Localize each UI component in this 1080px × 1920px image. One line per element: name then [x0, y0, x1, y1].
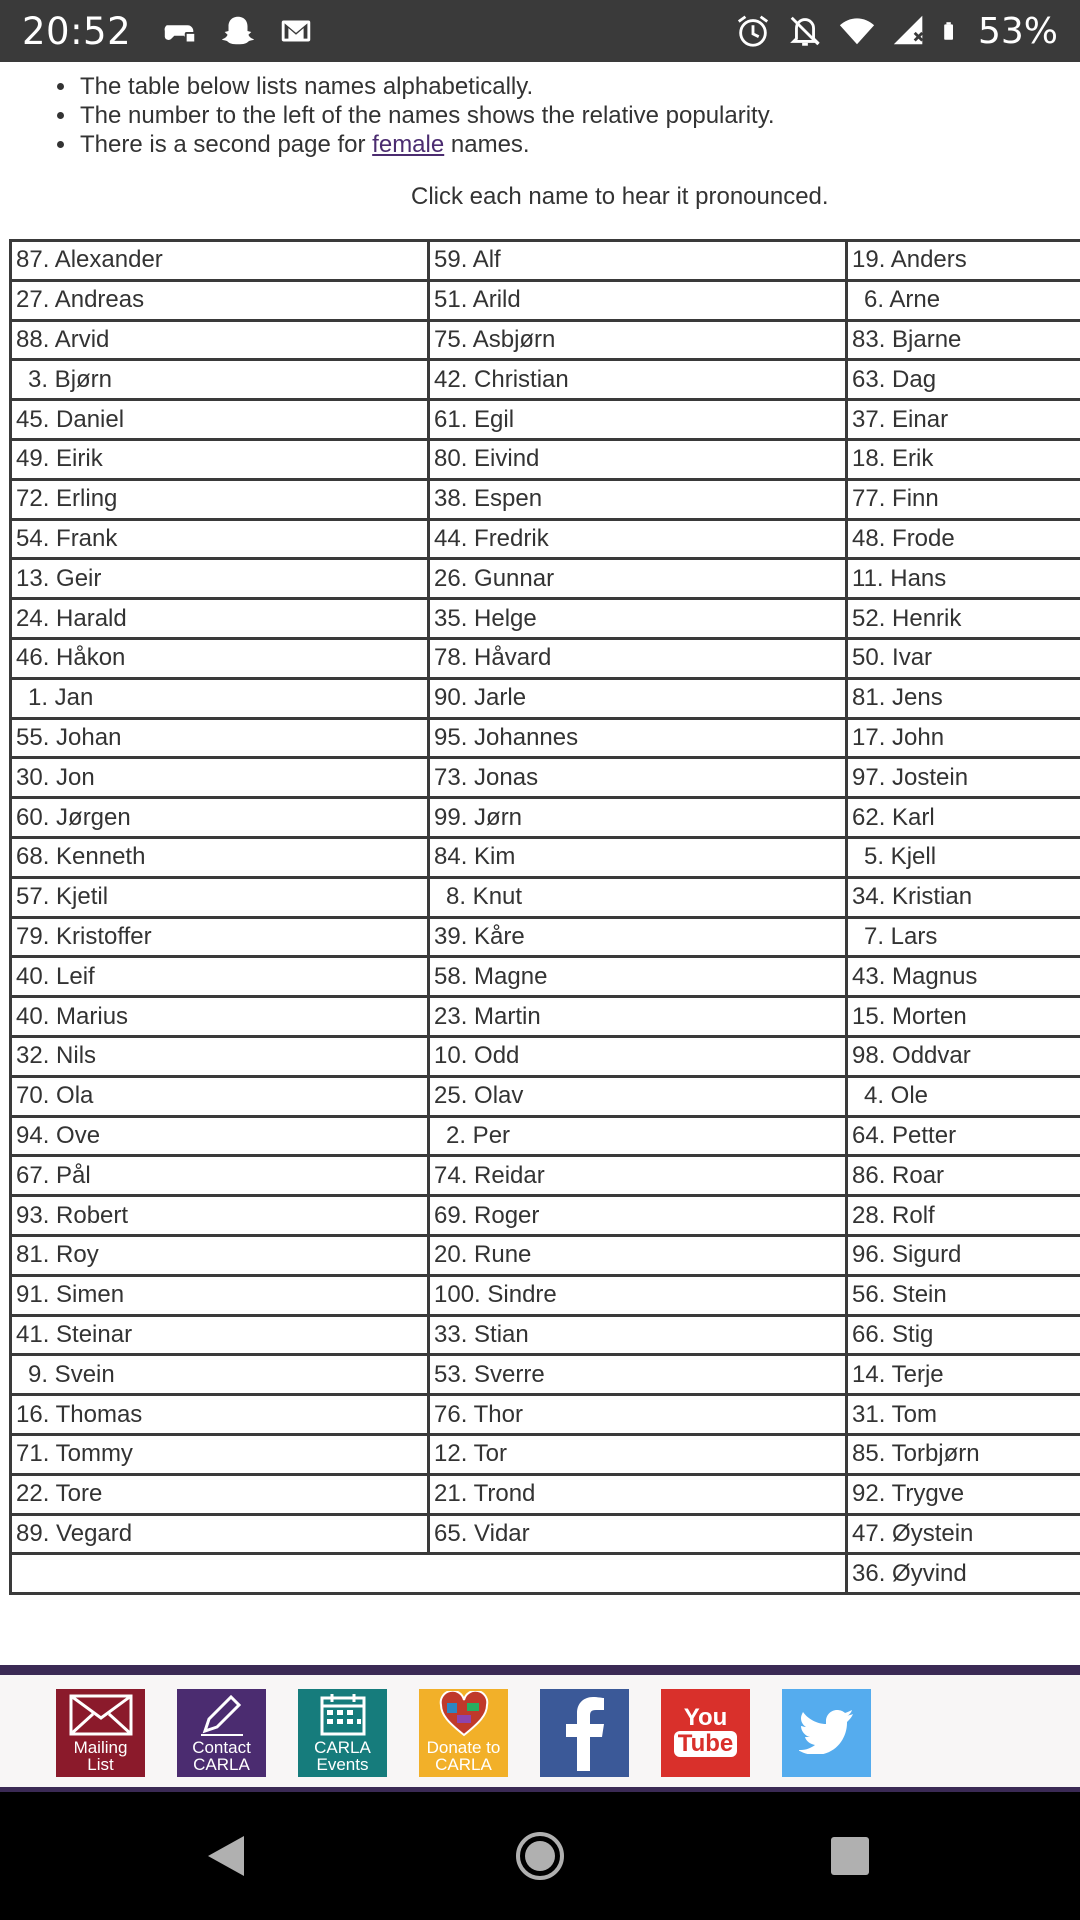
heart-globe-icon [439, 1691, 489, 1737]
status-time: 20:52 [22, 9, 132, 53]
intro-item: • The table below lists names alphabetically. [78, 72, 1080, 101]
notifications-off-icon [786, 12, 824, 50]
gamepad-icon [161, 12, 199, 50]
name-cell[interactable]: 64. Petter [847, 1116, 1080, 1156]
name-cell[interactable]: 57. Kjetil [11, 877, 429, 917]
name-cell[interactable]: 17. John [847, 718, 1080, 758]
name-cell[interactable]: 3. Bjørn [11, 360, 429, 400]
table-row [11, 798, 1080, 838]
name-cell[interactable]: 94. Ove [11, 1116, 429, 1156]
name-cell[interactable]: 92. Trygve [847, 1474, 1080, 1514]
name-cell[interactable]: 24. Harald [11, 599, 429, 639]
table-row [11, 1076, 1080, 1116]
name-cell[interactable]: 80. Eivind [429, 439, 847, 479]
status-left-icons [161, 12, 315, 50]
table-row [11, 400, 1080, 440]
name-cell[interactable]: 35. Helge [429, 599, 847, 639]
table-row [11, 1355, 1080, 1395]
name-cell[interactable]: 74. Reidar [429, 1156, 847, 1196]
name-cell[interactable]: 99. Jørn [429, 798, 847, 838]
name-cell[interactable]: 83. Bjarne [847, 320, 1080, 360]
table-row [11, 320, 1080, 360]
battery-icon [942, 12, 964, 50]
name-cell[interactable]: 7. Lars [847, 917, 1080, 957]
name-cell[interactable]: 100. Sindre [429, 1275, 847, 1315]
name-cell[interactable]: 87. Alexander [11, 241, 429, 281]
table-row [11, 1036, 1080, 1076]
name-cell[interactable]: 12. Tor [429, 1434, 847, 1474]
name-cell[interactable]: 77. Finn [847, 479, 1080, 519]
twitter-button[interactable] [782, 1689, 871, 1777]
name-cell[interactable]: 89. Vegard [11, 1514, 429, 1554]
table-row [11, 877, 1080, 917]
table-row [11, 1116, 1080, 1156]
table-row [11, 638, 1080, 678]
name-cell[interactable]: 58. Magne [429, 957, 847, 997]
youtube-button[interactable]: You Tube [661, 1689, 750, 1777]
name-cell[interactable]: 81. Roy [11, 1235, 429, 1275]
twitter-icon [799, 1708, 855, 1754]
name-cell[interactable]: 67. Pål [11, 1156, 429, 1196]
name-cell[interactable]: 39. Kåre [429, 917, 847, 957]
name-cell[interactable]: 25. Olav [429, 1076, 847, 1116]
intro-list [0, 62, 1080, 159]
table-row [11, 997, 1080, 1037]
names-table [9, 239, 1080, 1595]
click-note: Click each name to hear it pronounced. [411, 183, 829, 210]
pencil-icon [197, 1691, 247, 1737]
back-button[interactable] [195, 1826, 255, 1886]
name-cell[interactable]: 31. Tom [847, 1395, 1080, 1435]
name-cell[interactable]: 32. Nils [11, 1036, 429, 1076]
name-cell[interactable]: 65. Vidar [429, 1514, 847, 1554]
page-content [0, 62, 1080, 211]
name-cell[interactable]: 81. Jens [847, 678, 1080, 718]
intro-item: • The number to the left of the names shows the relative popularity. [78, 101, 1080, 130]
table-row [11, 837, 1080, 877]
name-cell[interactable]: 52. Henrik [847, 599, 1080, 639]
name-cell[interactable]: 27. Andreas [11, 280, 429, 320]
table-row [11, 599, 1080, 639]
table-row [11, 718, 1080, 758]
name-cell[interactable]: 40. Leif [11, 957, 429, 997]
table-row [11, 758, 1080, 798]
gmail-icon [277, 12, 315, 50]
facebook-icon [560, 1691, 610, 1771]
name-cell[interactable]: 14. Terje [847, 1355, 1080, 1395]
name-cell[interactable]: 50. Ivar [847, 638, 1080, 678]
name-cell[interactable]: 42. Christian [429, 360, 847, 400]
name-cell[interactable]: 40. Marius [11, 997, 429, 1037]
name-cell[interactable]: 60. Jørgen [11, 798, 429, 838]
table-row [11, 479, 1080, 519]
name-cell[interactable]: 98. Oddvar [847, 1036, 1080, 1076]
table-row [11, 917, 1080, 957]
table-row [11, 519, 1080, 559]
table-row [11, 559, 1080, 599]
name-cell[interactable]: 10. Odd [429, 1036, 847, 1076]
name-cell[interactable]: 69. Roger [429, 1196, 847, 1236]
name-cell[interactable]: 53. Sverre [429, 1355, 847, 1395]
name-cell[interactable]: 33. Stian [429, 1315, 847, 1355]
name-cell[interactable]: 11. Hans [847, 559, 1080, 599]
name-cell[interactable]: 68. Kenneth [11, 837, 429, 877]
name-cell[interactable]: 37. Einar [847, 400, 1080, 440]
table-row [11, 439, 1080, 479]
name-cell[interactable]: 76. Thor [429, 1395, 847, 1435]
table-row [11, 360, 1080, 400]
table-row [11, 1395, 1080, 1435]
name-cell[interactable]: 26. Gunnar [429, 559, 847, 599]
name-cell[interactable]: 46. Håkon [11, 638, 429, 678]
table-row [11, 1315, 1080, 1355]
name-cell[interactable]: 73. Jonas [429, 758, 847, 798]
name-cell[interactable]: 66. Stig [847, 1315, 1080, 1355]
name-cell[interactable]: 48. Frode [847, 519, 1080, 559]
name-cell[interactable]: 9. Svein [11, 1355, 429, 1395]
name-cell[interactable]: 75. Asbjørn [429, 320, 847, 360]
youtube-icon: You [683, 1704, 728, 1731]
signal-icon [890, 12, 928, 50]
name-cell[interactable]: 63. Dag [847, 360, 1080, 400]
status-bar [0, 0, 1080, 62]
table-row [11, 241, 1080, 281]
name-cell[interactable]: 13. Geir [11, 559, 429, 599]
back-icon [202, 1832, 248, 1880]
name-cell[interactable]: 56. Stein [847, 1275, 1080, 1315]
name-cell[interactable]: 23. Martin [429, 997, 847, 1037]
name-cell[interactable]: 34. Kristian [847, 877, 1080, 917]
wifi-icon [838, 12, 876, 50]
name-cell[interactable]: 91. Simen [11, 1275, 429, 1315]
name-cell[interactable]: 95. Johannes [429, 718, 847, 758]
name-cell[interactable]: 72. Erling [11, 479, 429, 519]
recents-icon [829, 1835, 871, 1877]
footer [0, 1675, 1080, 1788]
name-cell[interactable]: 44. Fredrik [429, 519, 847, 559]
name-cell[interactable]: 19. Anders [847, 241, 1080, 281]
alarm-icon [734, 12, 772, 50]
facebook-button[interactable] [540, 1689, 629, 1777]
name-cell[interactable]: 51. Arild [429, 280, 847, 320]
battery-percentage: 53% [977, 10, 1058, 52]
navigation-bar [0, 1792, 1080, 1920]
name-cell[interactable]: 4. Ole [847, 1076, 1080, 1116]
name-cell[interactable]: 22. Tore [11, 1474, 429, 1514]
calendar-icon [318, 1692, 368, 1736]
status-right-icons [734, 11, 1058, 52]
name-cell[interactable]: 41. Steinar [11, 1315, 429, 1355]
empty-cell [11, 1554, 847, 1594]
table-row [11, 280, 1080, 320]
name-cell[interactable]: 71. Tommy [11, 1434, 429, 1474]
recents-button[interactable] [820, 1826, 880, 1886]
table-row [11, 1275, 1080, 1315]
name-cell[interactable]: 8. Knut [429, 877, 847, 917]
snapchat-icon [219, 12, 257, 50]
table-row [11, 1554, 1080, 1594]
name-cell[interactable]: 96. Sigurd [847, 1235, 1080, 1275]
name-cell[interactable]: 54. Frank [11, 519, 429, 559]
table-row [11, 678, 1080, 718]
name-cell[interactable]: 78. Håvard [429, 638, 847, 678]
home-icon [514, 1830, 566, 1882]
name-cell[interactable]: 45. Daniel [11, 400, 429, 440]
name-cell[interactable]: 20. Rune [429, 1235, 847, 1275]
name-cell[interactable]: 97. Jostein [847, 758, 1080, 798]
name-cell[interactable]: 47. Øystein [847, 1514, 1080, 1554]
name-cell[interactable]: 36. Øyvind [847, 1554, 1080, 1594]
name-cell[interactable]: 61. Egil [429, 400, 847, 440]
table-row [11, 1235, 1080, 1275]
name-cell[interactable]: 49. Eirik [11, 439, 429, 479]
home-button[interactable] [510, 1826, 570, 1886]
name-cell[interactable]: 21. Trond [429, 1474, 847, 1514]
name-cell[interactable]: 86. Roar [847, 1156, 1080, 1196]
name-cell[interactable]: 43. Magnus [847, 957, 1080, 997]
name-cell[interactable]: 88. Arvid [11, 320, 429, 360]
table-row [11, 957, 1080, 997]
name-cell[interactable]: 59. Alf [429, 241, 847, 281]
name-cell[interactable]: 90. Jarle [429, 678, 847, 718]
table-row [11, 1156, 1080, 1196]
name-cell[interactable]: 15. Morten [847, 997, 1080, 1037]
name-cell[interactable]: 38. Espen [429, 479, 847, 519]
name-cell[interactable]: 6. Arne [847, 280, 1080, 320]
female-names-link[interactable]: female [372, 131, 445, 158]
name-cell[interactable]: 28. Rolf [847, 1196, 1080, 1236]
name-cell[interactable]: 55. Johan [11, 718, 429, 758]
table-row [11, 1434, 1080, 1474]
name-cell[interactable]: 16. Thomas [11, 1395, 429, 1435]
name-cell[interactable]: 93. Robert [11, 1196, 429, 1236]
name-cell[interactable]: 30. Jon [11, 758, 429, 798]
envelope-icon [69, 1692, 133, 1736]
contact-carla-button[interactable]: Contact CARLA [177, 1689, 266, 1777]
name-cell[interactable]: 5. Kjell [847, 837, 1080, 877]
donate-button[interactable]: Donate to CARLA [419, 1689, 508, 1777]
mailing-list-button[interactable]: Mailing List [56, 1689, 145, 1777]
name-cell[interactable]: 85. Torbjørn [847, 1434, 1080, 1474]
carla-events-button[interactable]: CARLA Events [298, 1689, 387, 1777]
table-row [11, 1514, 1080, 1554]
name-cell[interactable]: 70. Ola [11, 1076, 429, 1116]
table-row [11, 1196, 1080, 1236]
name-cell[interactable]: 1. Jan [11, 678, 429, 718]
table-row [11, 1474, 1080, 1514]
name-cell[interactable]: 18. Erik [847, 439, 1080, 479]
name-cell[interactable]: 84. Kim [429, 837, 847, 877]
name-cell[interactable]: 2. Per [429, 1116, 847, 1156]
name-cell[interactable]: 62. Karl [847, 798, 1080, 838]
name-cell[interactable]: 79. Kristoffer [11, 917, 429, 957]
intro-item: • There is a second page for female names. [78, 130, 1080, 159]
footer-top-border [0, 1665, 1080, 1675]
